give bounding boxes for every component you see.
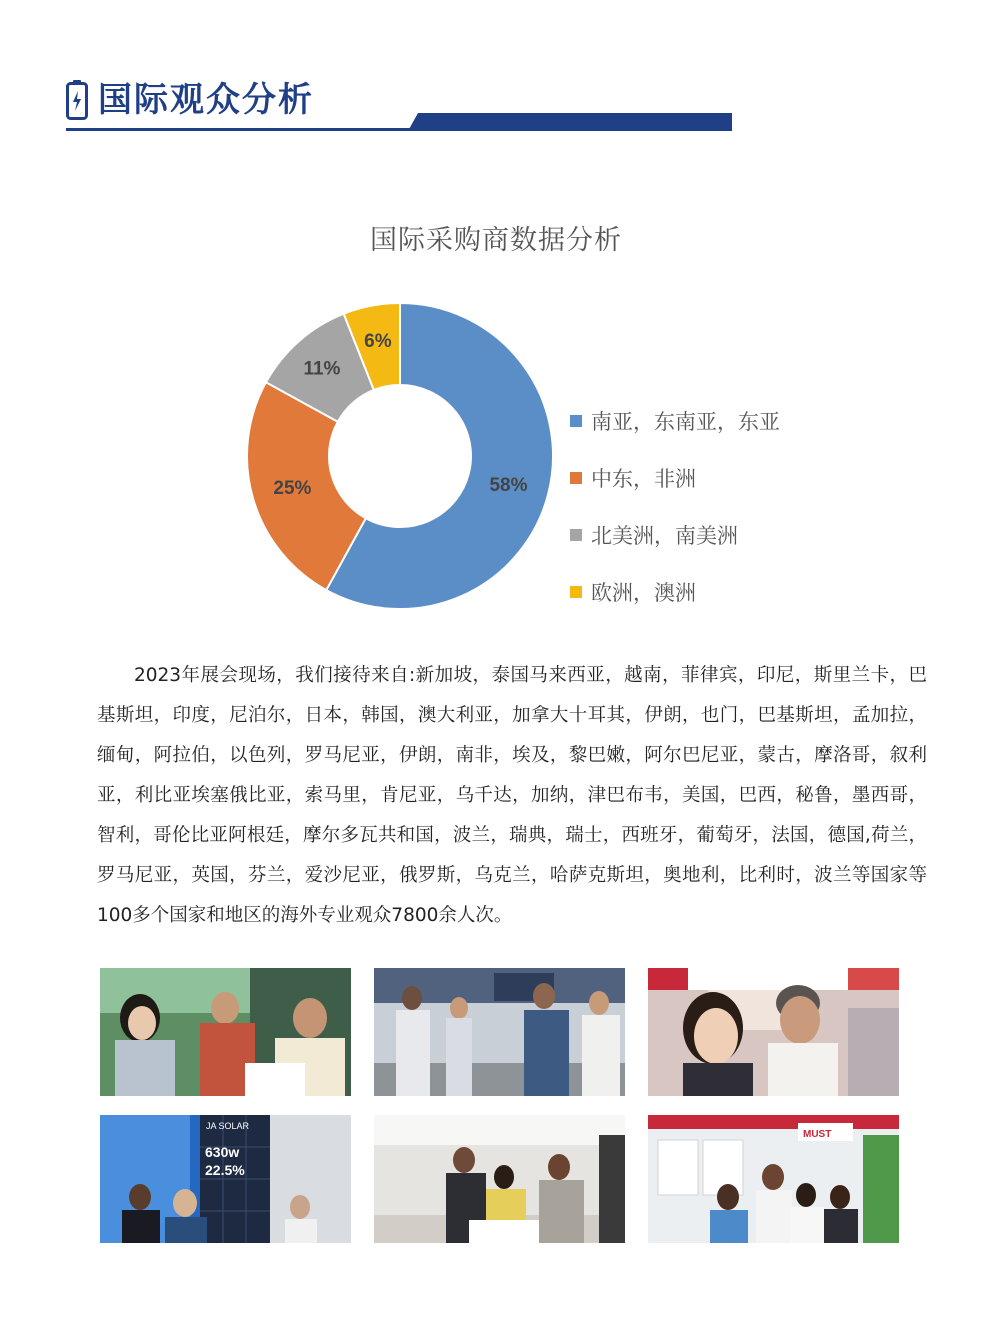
photo-visitors-meeting [100, 968, 351, 1096]
legend-swatch [570, 415, 582, 427]
booth-brand: MUST [803, 1129, 832, 1140]
legend-swatch [570, 472, 582, 484]
legend-item [570, 449, 780, 506]
photo-lounge-meeting [374, 1115, 625, 1243]
donut-chart [240, 296, 560, 616]
legend-item [570, 392, 780, 449]
photo-must-booth [648, 1115, 899, 1243]
legend-swatch [570, 586, 582, 598]
section-header [66, 78, 746, 138]
chart-legend [570, 392, 780, 620]
photo-visitor-closeup [648, 968, 899, 1096]
legend-swatch [570, 529, 582, 541]
legend-label: 欧洲，澳洲 [591, 580, 696, 605]
slice-label: 25% [273, 478, 312, 500]
legend-label: 中东，非洲 [591, 466, 696, 491]
photo-booth-discussion [374, 968, 625, 1096]
legend-item [570, 563, 780, 620]
header-underline [66, 111, 746, 131]
photo-ja-solar-booth [100, 1115, 351, 1243]
legend-label: 北美洲，南美洲 [591, 523, 738, 548]
page-title: 国际观众分析 [98, 80, 314, 120]
slice-label: 6% [364, 331, 392, 353]
slice-label: 11% [303, 358, 341, 380]
banner-logo: JA SOLAR [206, 1121, 250, 1131]
legend-item [570, 506, 780, 563]
chart-title: 国际采购商数据分析 [370, 225, 622, 256]
banner-efficiency: 22.5% [205, 1162, 245, 1178]
banner-power: 630w [205, 1144, 240, 1160]
body-paragraph: 2023年展会现场，我们接待来自:新加坡，泰国马来西亚，越南，菲律宾，印尼，斯里兰卡，巴基斯坦，印度，尼泊尔，日本，韩国，澳大利亚，加拿大十耳其，伊朗，也门，巴基斯坦，孟加拉，缅甸，阿拉伯，以色列，罗马尼亚，伊朗，南非，埃及，黎巴嫩，阿尔巴尼亚，蒙古，摩洛哥，叙利亚，利比亚埃塞俄比亚，索马里，肯尼亚，乌千达，加纳，津巴布韦，美国，巴西，秘鲁，墨西哥，智利，哥伦比亚阿根廷，摩尔多瓦共和国，波兰，瑞典，瑞士，西班牙，葡萄牙，法国，德国,荷兰，罗马尼亚，英国，芬兰，爱沙尼亚，俄罗斯，乌克兰，哈萨克斯坦，奥地利，比利时，波兰等国家等100多个国家和地区的海外专业观众7800余人次。 [97, 665, 927, 926]
legend-label: 南亚，东南亚，东亚 [591, 409, 780, 434]
slice-label: 58% [489, 474, 528, 496]
